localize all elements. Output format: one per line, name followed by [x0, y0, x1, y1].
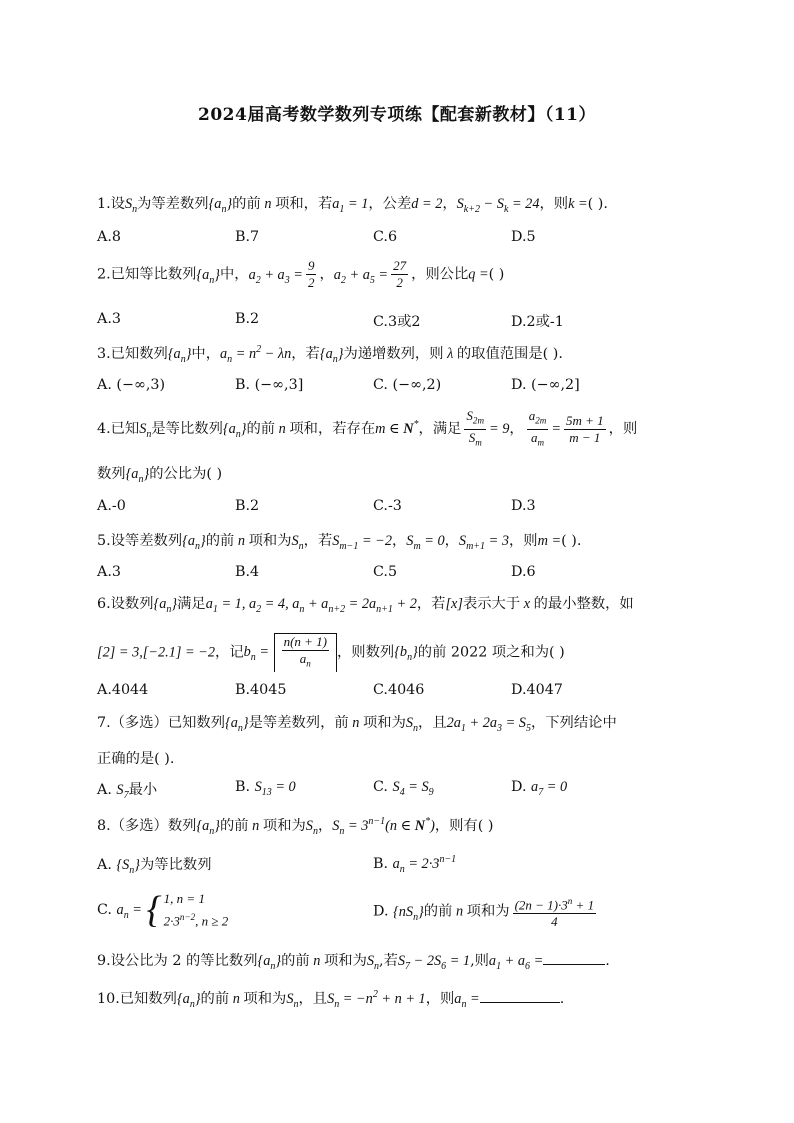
q1-option-d[interactable]: D.5 — [511, 229, 536, 245]
q2-option-c[interactable]: C.3或2 — [373, 314, 421, 330]
q2-option-b[interactable]: B.2 — [235, 311, 260, 327]
page-title: 2024届高考数学数列专项练【配套新教材】（11） — [198, 105, 596, 125]
q4-option-b[interactable]: B.2 — [235, 498, 260, 514]
answer-blank-9[interactable] — [543, 964, 605, 965]
q8-option-a[interactable]: A. $\{S_n\}$为等比数列 — [97, 857, 212, 876]
q7-option-a[interactable]: A. $S_7$最小 — [97, 782, 158, 801]
q8-option-d[interactable]: D. $\{nS_n\}$的前 n 项和为 $\frac{(2n - 1)\cdot 3^n + 1}{4}$ — [373, 893, 599, 930]
q3-option-b[interactable]: B. (−∞,3] — [235, 377, 304, 393]
q5-option-a[interactable]: A.3 — [97, 564, 121, 580]
question-2: 2.已知等比数列$\{a_n\}$中，$a_2 + a_3$ = $\frac{9}{2}$ ，$a_2 + a_5$ = $\frac{27}{2}$ ，则公比q =( ) — [97, 258, 505, 290]
question-6: 6.设数列$\{a_n\}$满足$a_1 = 1$, $a_2 = 4$, $a_n + a_{n+2} = 2a_{n+1} + 2$，若[x]表示大于 x 的最小整数，如 — [97, 596, 634, 615]
question-9: 9.设公比为 2 的等比数列$\{a_n\}$的前 n 项和为$S_n$,若$S_7 - 2S_6 = 1$,则$a_1 + a_6$ = . — [97, 953, 610, 972]
question-4: 4.已知$S_n$是等比数列$\{a_n\}$的前 n 项和，若存在m ∈ N*，满足 $\frac{S_{2m}}{S_m}$ = 9， $\frac{a_{2m}}{a_m}$ = $\frac{5m + 1}{m - 1}$ ，则 — [97, 408, 638, 448]
q4-option-d[interactable]: D.3 — [511, 498, 536, 514]
q7-option-d[interactable]: D. $a_7 = 0$ — [511, 779, 568, 798]
q2-option-d[interactable]: D.2或-1 — [511, 314, 564, 330]
question-3: 3.已知数列$\{a_n\}$中，$a_n = n^2 - \lambda n$，若$\{a_n\}$为递增数列，则 λ 的取值范围是( ). — [97, 344, 563, 365]
question-7-cont: 正确的是( ). — [97, 751, 175, 767]
answer-blank-10[interactable] — [480, 1002, 560, 1003]
q3-option-a[interactable]: A. (−∞,3) — [97, 377, 166, 393]
q6-option-b[interactable]: B.4045 — [235, 682, 287, 698]
question-10: 10.已知数列$\{a_n\}$的前 n 项和为$S_n$，且$S_n = -n^2 + n + 1$，则$a_n$ = . — [97, 989, 565, 1010]
q1-option-b[interactable]: B.7 — [235, 229, 260, 245]
question-5: 5.设等差数列$\{a_n\}$的前 n 项和为$S_n$，若$S_{m-1} = -2$，$S_m = 0$，$S_{m+1} = 3$，则m =( ). — [97, 533, 582, 552]
q5-option-c[interactable]: C.5 — [373, 564, 398, 580]
q6-option-a[interactable]: A.4044 — [97, 682, 149, 698]
q5-option-d[interactable]: D.6 — [511, 564, 536, 580]
question-1: 1.设$S_n$为等差数列$\{a_n\}$的前 n 项和，若$a_1 = 1$，公差d = 2，$S_{k+2} - S_k = 24$，则k =( ). — [97, 196, 608, 215]
question-6-cont: [2] = 3,[−2.1] = −2，记$b_n$ = $\frac{n(n + 1)}{a_n}$ ，则数列$\{b_n\}$的前 2022 项之和为( ) — [97, 633, 565, 672]
q8-option-c[interactable]: C. $a_n$ = { 1, n = 1 $2\cdot 3^{n-2}$, n ≥ 2 — [97, 889, 229, 932]
question-8: 8.（多选）数列$\{a_n\}$的前 n 项和为$S_n$，$S_n = 3^{n-1}(n$ ∈ N*)，则有( ) — [97, 816, 494, 837]
q4-option-c[interactable]: C.-3 — [373, 498, 402, 514]
q6-option-d[interactable]: D.4047 — [511, 682, 563, 698]
q2-option-a[interactable]: A.3 — [97, 311, 121, 327]
q4-option-a[interactable]: A.-0 — [97, 498, 126, 514]
q1-option-a[interactable]: A.8 — [97, 229, 121, 245]
q3-option-c[interactable]: C. (−∞,2) — [373, 377, 442, 393]
question-7: 7.（多选）已知数列$\{a_n\}$是等差数列，前 n 项和为$S_n$，且$2a_1 + 2a_3 = S_5$，下列结论中 — [97, 715, 617, 734]
q6-option-c[interactable]: C.4046 — [373, 682, 425, 698]
q5-option-b[interactable]: B.4 — [235, 564, 260, 580]
q7-option-b[interactable]: B. $S_{13} = 0$ — [235, 779, 296, 798]
q8-option-b[interactable]: B. $a_n = 2\cdot 3^{n-1}$ — [373, 854, 457, 875]
q7-option-c[interactable]: C. $S_4 = S_9$ — [373, 779, 434, 798]
q1-option-c[interactable]: C.6 — [373, 229, 398, 245]
question-4-cont: 数列$\{a_n\}$的公比为( ) — [97, 466, 223, 485]
q3-option-d[interactable]: D. (−∞,2] — [511, 377, 580, 393]
